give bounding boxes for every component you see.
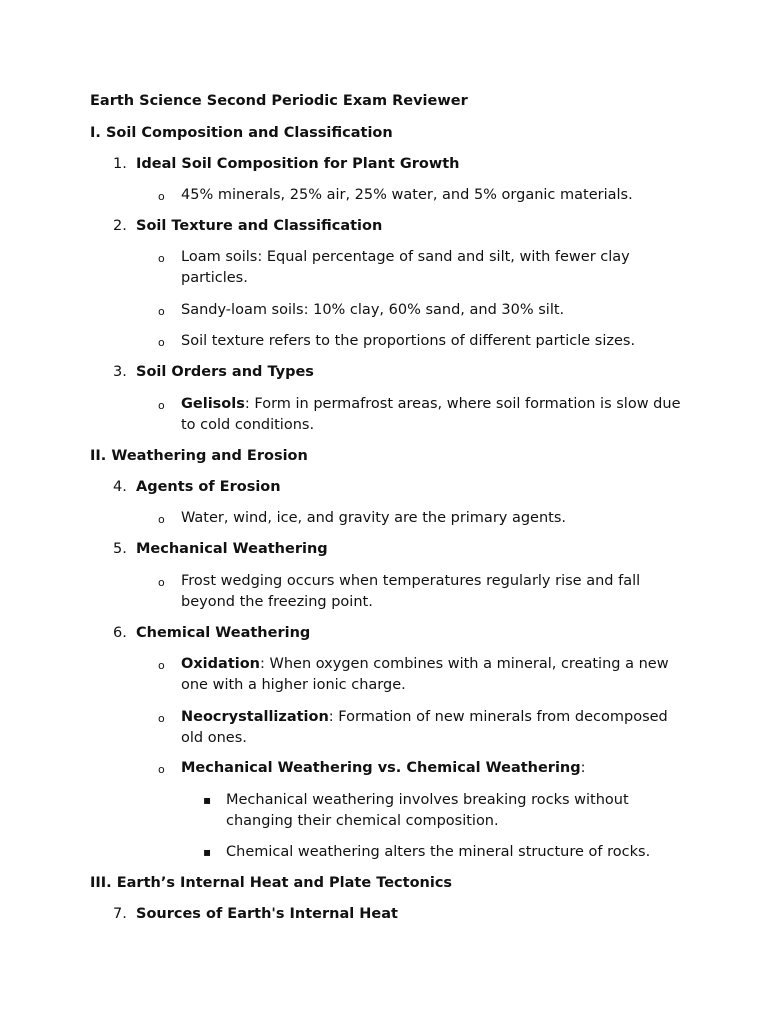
bullet-definition: : Form in permafrost areas, where soil formation is slow due to cold conditions. [181,396,681,433]
section-heading: II. Weathering and Erosion [90,448,308,464]
item-number: 3. [113,364,127,380]
item-title: Ideal Soil Composition for Plant Growth [136,156,460,172]
bullet-term: Neocrystallization [181,709,329,725]
item-number: 1. [113,156,127,172]
bullet-term: Mechanical Weathering vs. Chemical Weathering [181,760,581,776]
bullet-term: Gelisols [181,396,245,412]
bullet-marker: o [158,763,165,776]
item-number: 2. [113,218,127,234]
bullet-marker: o [158,399,165,412]
sub-bullet-marker: ▪ [203,845,212,859]
bullet-marker: o [158,305,165,318]
bullet-definition: : When oxygen combines with a mineral, creating a new one with a higher ionic charge. [181,656,669,693]
bullet-definition: : [580,760,586,776]
bullet-text [181,707,681,749]
bullet-text: Sandy-loam soils: 10% clay, 60% sand, and 30% silt. [181,302,565,318]
bullet-definition: : Formation of new minerals from decomposed old ones. [181,709,668,746]
bullet-text [181,394,681,436]
bullet-text: Water, wind, ice, and gravity are the primary agents. [181,510,567,526]
item-title: Soil Texture and Classification [136,218,383,234]
item-number: 5. [113,541,127,557]
item-title: Agents of Erosion [136,479,281,495]
section-heading: I. Soil Composition and Classification [90,125,393,141]
item-number: 6. [113,625,127,641]
document-title: Earth Science Second Periodic Exam Reviewer [90,93,468,109]
bullet-text: Soil texture refers to the proportions of different particle sizes. [181,333,636,349]
item-title: Chemical Weathering [136,625,311,641]
bullet-text [181,654,681,696]
bullet-text: Frost wedging occurs when temperatures regularly rise and fall beyond the freezing point. [181,573,641,610]
bullet-term: Oxidation [181,656,260,672]
bullet-text: Loam soils: Equal percentage of sand and silt, with fewer clay particles. [181,249,630,286]
bullet-marker: o [158,190,165,203]
bullet-marker: o [158,336,165,349]
item-title: Mechanical Weathering [136,541,328,557]
sub-bullet-text: Chemical weathering alters the mineral structure of rocks. [226,844,651,860]
bullet-marker: o [158,659,165,672]
bullet-marker: o [158,513,165,526]
sub-bullet-marker: ▪ [203,793,212,807]
item-title: Soil Orders and Types [136,364,314,380]
bullet-text: 45% minerals, 25% air, 25% water, and 5% organic materials. [181,187,633,203]
sub-bullet-text: Mechanical weathering involves breaking rocks without changing their chemical composition. [226,792,629,829]
item-title: Sources of Earth's Internal Heat [136,906,398,922]
bullet-marker: o [158,712,165,725]
section-heading: III. Earth’s Internal Heat and Plate Tectonics [90,875,453,891]
bullet-marker: o [158,576,165,589]
bullet-text [181,758,681,779]
bullet-marker: o [158,252,165,265]
item-number: 7. [113,906,127,922]
item-number: 4. [113,479,127,495]
